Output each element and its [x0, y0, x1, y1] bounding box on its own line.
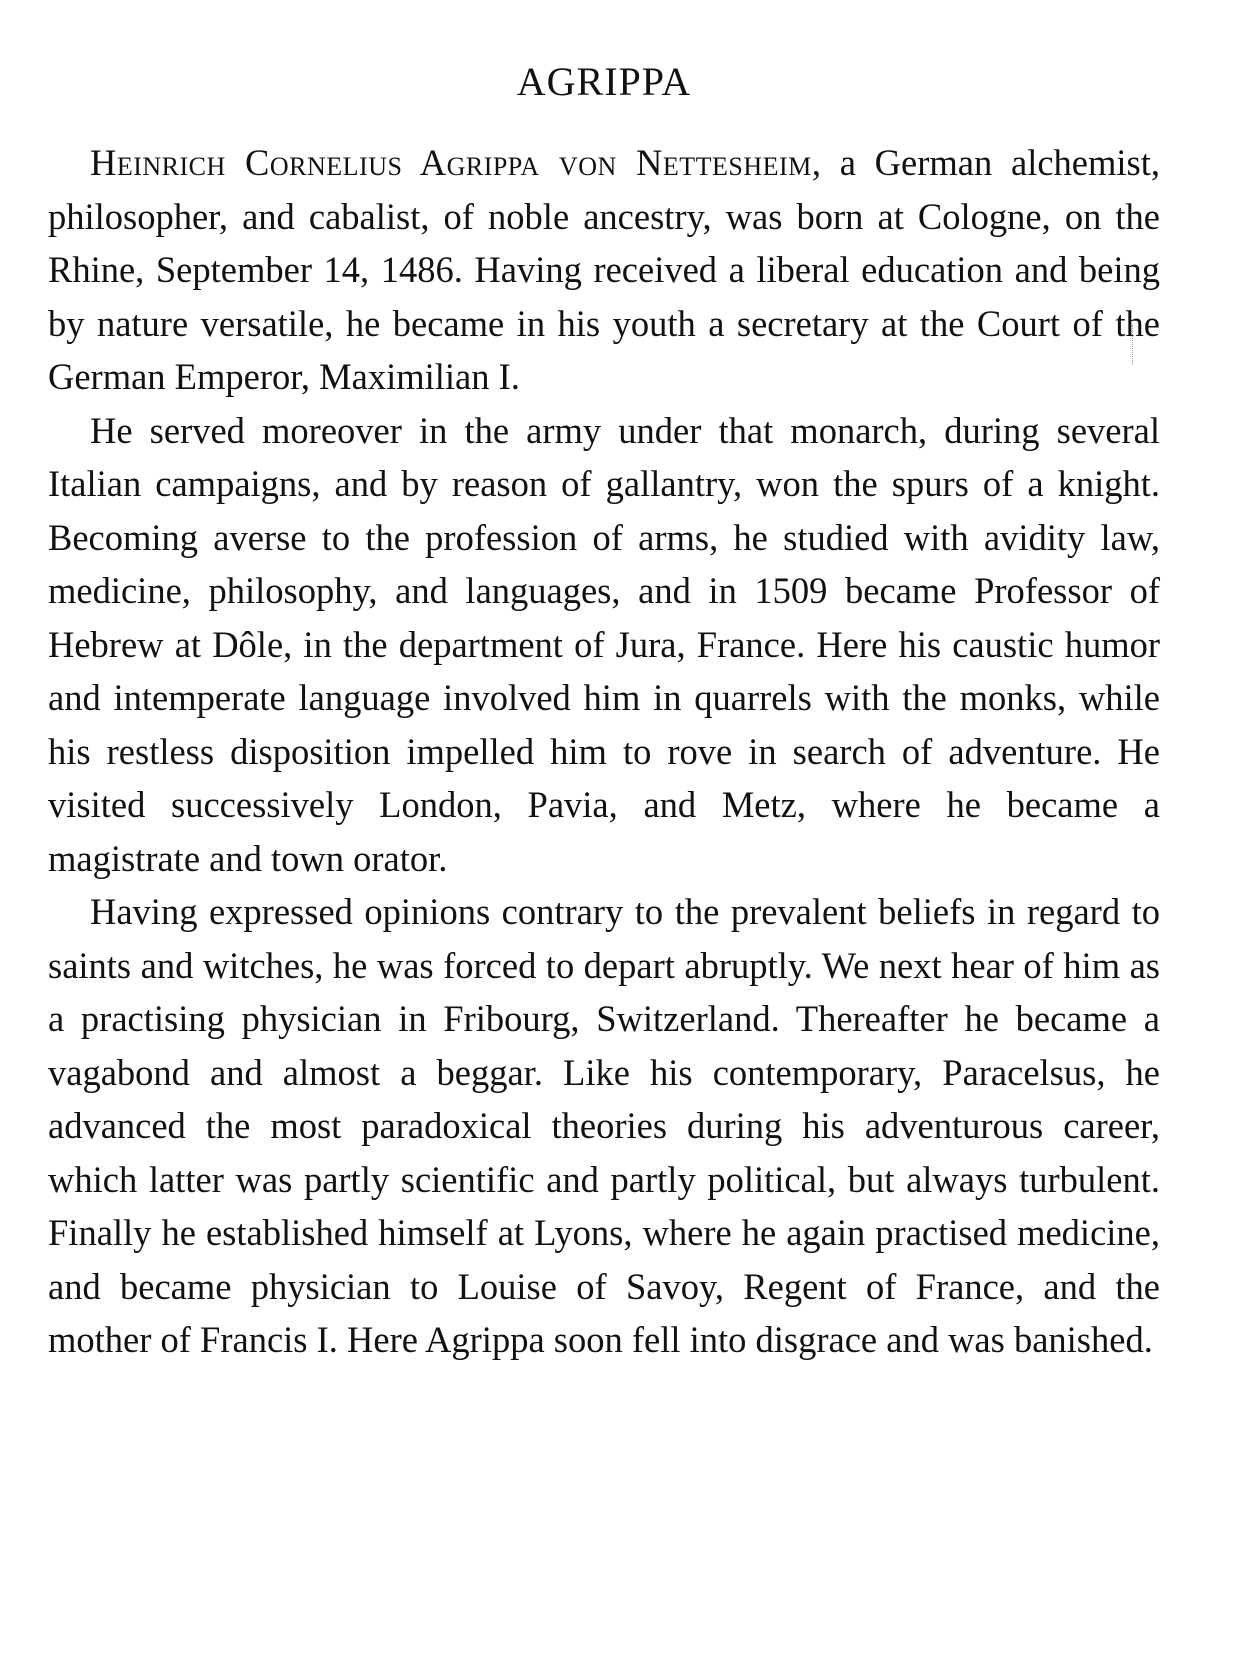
paragraph-2: He served moreover in the army under that monarch, during several Italian campaigns, and by reason of gallantry, won the spurs of a knight. Becoming averse to the profession of arms, he studied with avidity law, medicine, philosophy, and languages, and in 1509 became Professor of Hebrew at Dôle, in the department of Jura, France. Here his caustic humor and intemperate language involved him in quarrels with the monks, while his restless disposition impelled him to rove in search of adventure. He visited successively London, Pavia, and Metz, where he became a magistrate and town orator.	[48, 409, 1160, 879]
page-title: AGRIPPA	[516, 59, 692, 104]
opening-name: Heinrich Cornelius Agrippa von Nettesheim	[90, 142, 812, 183]
paragraph-3: Having expressed opinions contrary to the prevalent beliefs in regard to saints and witches, he was forced to depart abruptly. We next hear of him as a practising physician in Fribourg, Switzerland. Thereafter he became a vagabond and almost a beggar. Like his contemporary, Paracelsus, he advanced the most paradoxical theories during his adventurous career, which latter was partly scientific and partly political, but always turbulent. Finally he established himself at Lyons, where he again practised medicine, and became physician to Louise of Savoy, Regent of France, and the mother of Francis I. Here Agrippa soon fell into disgrace and was banished.	[48, 891, 1160, 1360]
scan-margin-mark	[1132, 325, 1136, 365]
paragraph-1-text: , a German alchemist, philosopher, and cabalist, of noble ancestry, was born at Cologne, on the Rhine, September 14, 1486. Having received a liberal education and being by nature versatile, he became in his youth a secretary at the Court of the German Emperor, Maximilian I.	[48, 142, 1160, 397]
paragraph-1	[48, 136, 1160, 404]
document-page	[48, 40, 1160, 1367]
